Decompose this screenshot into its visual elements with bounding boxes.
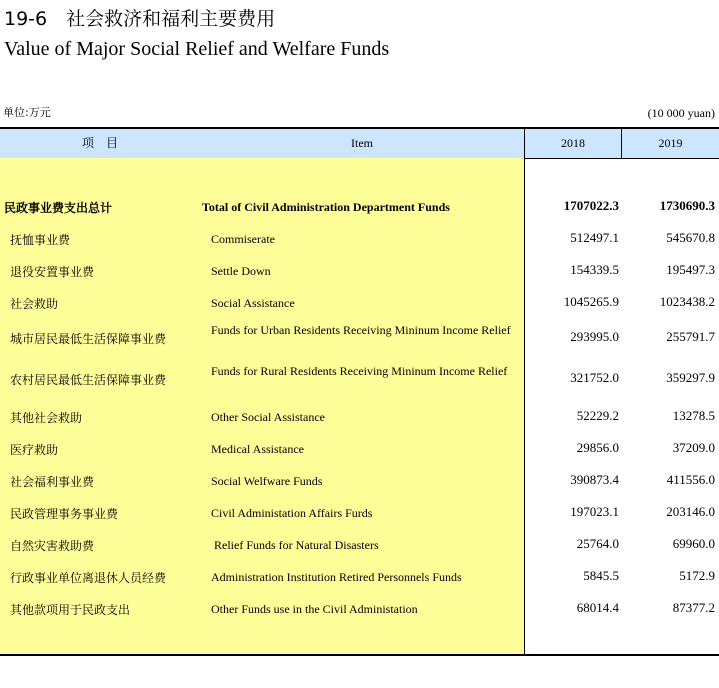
header-item-en: Item (351, 136, 373, 150)
row-label-en: Civil Administation Affairs Furds (211, 506, 373, 520)
unit-label-cn: 单位:万元 (3, 106, 51, 119)
row-label-cn: 抚恤事业费 (10, 233, 71, 247)
row-value-2018: 52229.2 (576, 408, 619, 423)
row-value-2019: 359297.9 (666, 370, 715, 385)
row-label-en: Social Welfware Funds (211, 474, 323, 488)
row-label-cn: 医疗救助 (10, 443, 59, 457)
row-label-cn: 自然灾害救助费 (10, 539, 95, 553)
row-label-en: Medical Assistance (211, 442, 304, 456)
row-label-cn: 民政事业费支出总计 (4, 201, 113, 215)
unit-label-en: (10 000 yuan) (647, 106, 715, 120)
funds-table (0, 127, 719, 656)
row-label-cn: 民政管理事务事业费 (10, 507, 119, 521)
row-label-en: Funds for Urban Residents Receiving Mininum Income Relief (211, 323, 511, 337)
row-label-cn: 行政事业单位离退休人员经费 (10, 571, 167, 585)
row-value-2019: 37209.0 (672, 440, 715, 455)
header-2019: 2019 (658, 136, 683, 150)
row-value-2018: 5845.5 (583, 568, 619, 583)
row-label-en: Funds for Rural Residents Receiving Mininum Income Relief (211, 364, 508, 378)
row-value-2018: 29856.0 (576, 440, 619, 455)
row-value-2018: 68014.4 (576, 600, 619, 615)
row-value-2019: 255791.7 (666, 329, 715, 344)
row-label-cn: 其他款项用于民政支出 (10, 603, 131, 617)
row-value-2019: 203146.0 (666, 504, 715, 519)
column-divider-item (524, 129, 525, 656)
row-label-cn: 城市居民最低生活保障事业费 (10, 332, 167, 346)
row-label-en: Relief Funds for Natural Disasters (214, 538, 379, 552)
row-value-2018: 1707022.3 (563, 198, 619, 213)
row-value-2018: 25764.0 (576, 536, 619, 551)
row-value-2018: 154339.5 (570, 262, 619, 277)
table-header-row (0, 129, 719, 158)
row-label-en: Total of Civil Administration Department Funds (202, 200, 450, 214)
row-label-en: Administration Institution Retired Personnels Funds (211, 570, 462, 584)
row-label-cn: 农村居民最低生活保障事业费 (10, 373, 167, 387)
row-value-2018: 1045265.9 (563, 294, 619, 309)
row-value-2019: 195497.3 (666, 262, 715, 277)
row-value-2018: 512497.1 (570, 230, 619, 245)
page-title-cn: 19-6 社会救济和福利主要费用 (4, 8, 276, 30)
row-value-2019: 5172.9 (679, 568, 715, 583)
row-value-2018: 293995.0 (570, 329, 619, 344)
header-item-cn: 项 目 (81, 136, 118, 150)
row-value-2019: 13278.5 (672, 408, 715, 423)
row-value-2019: 87377.2 (672, 600, 715, 615)
page-title-en: Value of Major Social Relief and Welfare Funds (4, 38, 390, 60)
row-label-en: Other Funds use in the Civil Administation (211, 602, 418, 616)
row-label-cn: 社会福利事业费 (10, 475, 95, 489)
row-label-en: Social Assistance (211, 296, 295, 310)
row-value-2018: 321752.0 (570, 370, 619, 385)
row-value-2019: 1023438.2 (659, 294, 715, 309)
row-value-2018: 197023.1 (570, 504, 619, 519)
row-value-2019: 411556.0 (666, 472, 715, 487)
row-label-en: Commiserate (211, 232, 275, 246)
row-label-cn: 其他社会救助 (10, 411, 83, 425)
column-divider-years (621, 129, 622, 158)
row-label-en: Other Social Assistance (211, 410, 325, 424)
row-value-2019: 69960.0 (672, 536, 715, 551)
row-label-en: Settle Down (211, 264, 271, 278)
row-value-2019: 1730690.3 (659, 198, 715, 213)
header-2018: 2018 (561, 136, 585, 150)
row-value-2019: 545670.8 (666, 230, 715, 245)
row-label-cn: 社会救助 (10, 297, 59, 311)
row-value-2018: 390873.4 (570, 472, 619, 487)
table-bottom-rule (0, 654, 719, 656)
row-label-cn: 退役安置事业费 (10, 265, 95, 279)
